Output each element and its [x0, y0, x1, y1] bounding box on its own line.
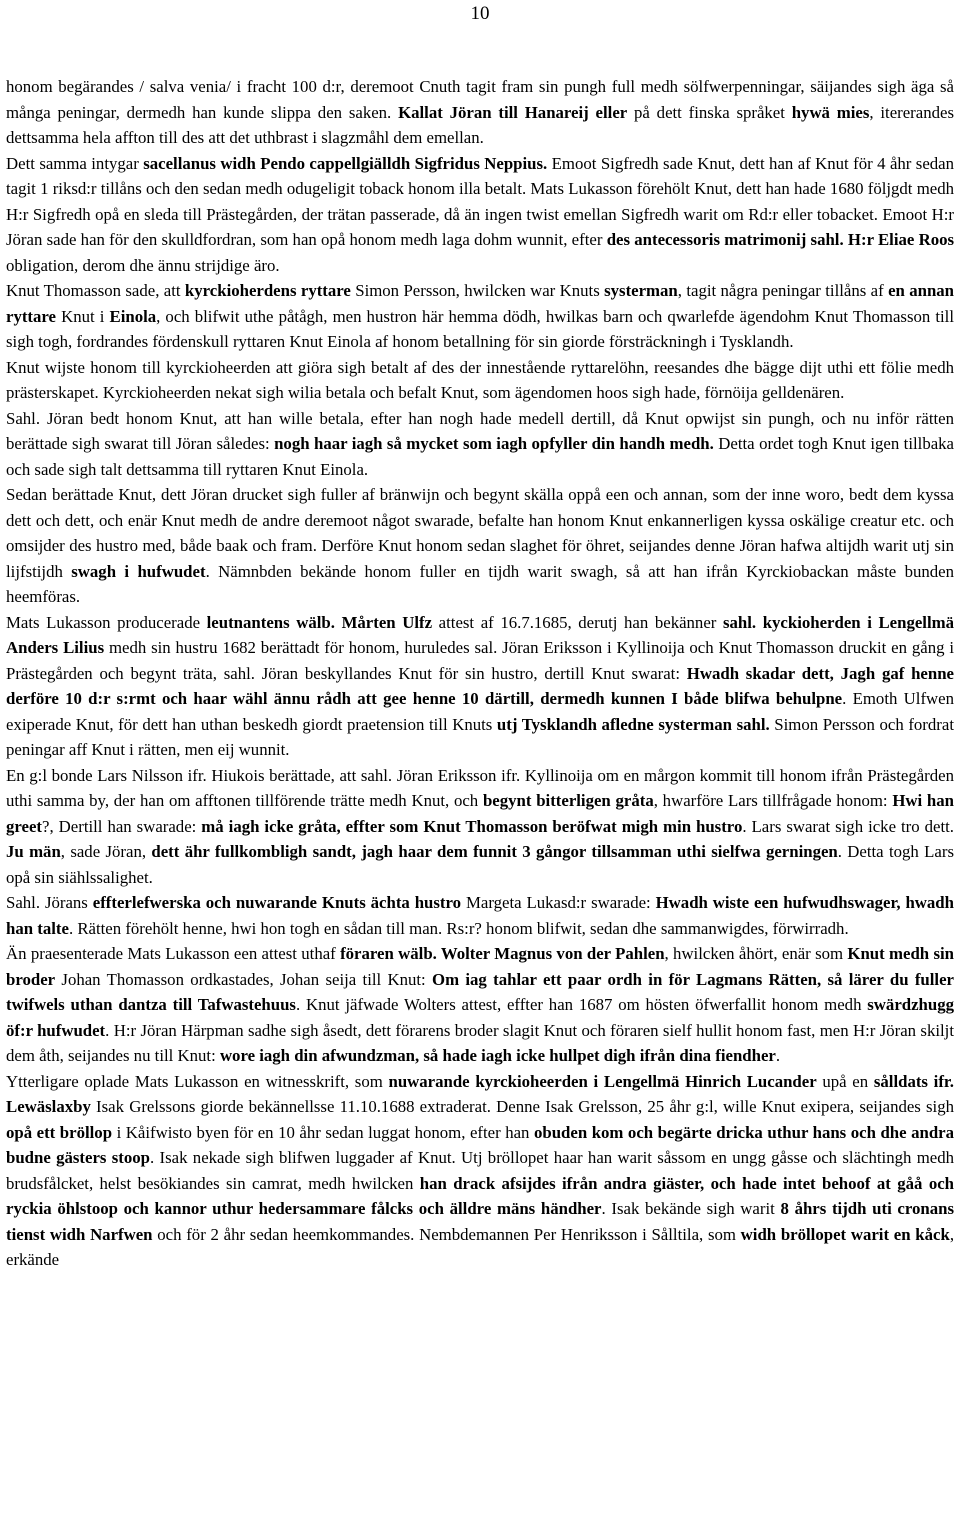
text-run: och för 2 åhr sedan heemkommandes. Nembdemannen Per Henriksson i Sålltila, som — [152, 1224, 741, 1244]
paragraph — [6, 763, 954, 891]
bold-text-run: sahl. kyckioherden i Lengellmä Anders Lilius — [6, 612, 954, 657]
text-run: honom begärandes / salva venia/ i fracht 100 d:r, deremoot Cnuth tagit fram sin pungh full medh sölfwerpenningar, säijandes sigh äga så många peningar, dermedh han kunde slippa den saken. — [6, 77, 954, 122]
bold-text-run: kyrckioherdens ryttare — [184, 281, 351, 300]
text-run: , erkände — [6, 1224, 955, 1269]
paragraph — [6, 610, 954, 763]
paragraph — [6, 355, 954, 406]
text-run: attest af 16.7.1685, derutj han bekänner — [432, 612, 723, 632]
bold-text-run: wore iagh din afwundzman, så hade iagh icke hullpet digh ifrån dina fiendher — [219, 1046, 776, 1065]
text-run — [335, 613, 342, 632]
text-run: i Kåifwisto byen för en 10 åhr sedan luggat honom, efter han — [112, 1122, 534, 1142]
text-run: Simon Persson, hwilcken war Knuts — [350, 281, 605, 300]
text-run: upå en — [816, 1071, 874, 1091]
bold-text-run: swärdzhugg öf:r hufwudet — [6, 995, 954, 1040]
bold-text-run: nogh haar iagh så mycket som iagh opfyller din handh medh. — [274, 434, 714, 453]
bold-text-run: widh bröllopet warit en kåck — [740, 1224, 950, 1244]
text-run: Mats Lukasson producerade — [6, 612, 207, 632]
bold-text-run: Hwi han greet — [6, 791, 954, 836]
paragraph — [6, 406, 954, 483]
paragraph — [6, 482, 954, 610]
bold-text-run: Hwadh skadar dett, Jagh gaf henne derföre 10 d:r s:rmt och haar wähl ännu rådh att gee henne 10 därtill, dermedh kunnen I både blifwa behulpne — [6, 663, 954, 708]
paragraph — [6, 941, 954, 1069]
bold-text-run: Mårten Ulfz — [341, 612, 433, 632]
bold-text-run: utj Tysklandh afledne systerman sahl. — [496, 714, 770, 734]
page-number: 10 — [470, 3, 490, 24]
bold-text-run: Kallat Jöran till Hanareij eller — [398, 102, 628, 122]
text-run: Emoot Sigfredh sade Knut, dett han af Knut för 4 åhr sedan tagit 1 riksd:r tillåns och den sedan medh odugeligit toback honom illa betalt. Mats Lukasson förehölt Knut, dett han hade 1680 följgdt medh H:r Sigfredh opå en sleda till Prästegården, der trätan passerade, då än ingen twist emellan Sigfredh warit om Rd:r eller tobacket. Emoot H:r Jöran sade han för den skulldfordran, som han opå honom medh laga dohm wunnit, efter — [6, 153, 955, 249]
bold-text-run: Hwadh wiste een hufwudhswager, hwadh han talte — [6, 893, 954, 938]
text-run: , tagit några peningar tillåns af — [677, 281, 889, 300]
text-run: Knut i — [56, 306, 110, 326]
bold-text-run: 8 åhrs tijdh uti cronans tienst widh Narfwen — [6, 1199, 954, 1244]
text-run: Ytterligare oplade Mats Lukasson en witnesskrift, som — [6, 1071, 389, 1091]
text-run: . Emoth Ulfwen exiperade Knut, för dett han uthan beskedh giordt praetension till Knuts — [6, 689, 954, 734]
text-run: Isak Grelssons giorde bekännellsse 11.10.1688 extraderat. Denne Isak Grelsson, 25 åhr g:l, wille Knut exipera, seijandes sigh — [90, 1097, 954, 1116]
bold-text-run: effterlefwerska och nuwarande Knuts ächta hustro — [92, 893, 462, 912]
bold-text-run: Lewäslaxby — [6, 1097, 91, 1116]
bold-text-run: han drack afsijdes ifrån andra giäster, och hade intet behoof at gåå och ryckia öhlstoop och kannor uthur hedersammare fålcks och älldre mäns händher — [6, 1173, 954, 1218]
text-run: , itererandes dettsamma hela affton till des att det uthbrast i slagzmåhl dem emellan. — [6, 102, 954, 147]
text-run: Än praesenterade Mats Lukasson een attest uthaf — [6, 944, 341, 963]
text-run: Sedan berättade Knut, dett Jöran drucket sigh fuller af bränwijn och begynt skälla oppå een och annan, som der inne woro, bedt dem kyssa dett och dett, och enär Knut medh de andre deremoot något swarade, befalte han honom Knut enkannerligen kyssa oskälige creatur etc. och omsijder des hustro med, både baak och fram. Derföre Knut honom sedan slaghet för öhret, seijandes denne Jöran hafwa altijdh warit utj sin lijfstijdh — [6, 485, 954, 581]
bold-text-run: systerman — [604, 281, 678, 300]
bold-text-run: opå ett bröllop — [6, 1122, 113, 1142]
text-run: Sahl. Jörans — [6, 893, 93, 912]
bold-text-run: dett ähr fullkombligh sandt, jagh haar dem funnit 3 gångor tillsamman uthi sielfwa gerningen — [151, 842, 838, 861]
text-run: En g:l bonde Lars Nilsson ifr. Hiukois berättade, att sahl. Jöran Eriksson ifr. Kyllinoija om en mårgon kommit till honom ifrån Prästegården uthi samma by, der han om afftonen tillförende trätte medh Knut, och — [6, 765, 954, 810]
bold-text-run: sålldats ifr. — [873, 1071, 955, 1091]
text-run: . H:r Jöran Härpman sadhe sigh åsedt, dett förarens broder slagit Knut och föraren sielf hullit honom fast, men H:r Jöran skiljt dem åth, seijandes nu till Knut: — [6, 1020, 954, 1065]
text-run: Sahl. Jöran bedt honom Knut, att han wille betala, efter han nogh hade medell dertill, då Knut opwijst sin pungh, och nu inför rätten berättade sigh swarat till Jöran således: — [6, 408, 954, 453]
text-run: Dett samma intygar — [6, 153, 144, 173]
paragraph — [6, 278, 954, 355]
text-run: . Isak bekände sigh warit — [601, 1199, 781, 1218]
text-run: på dett finska språket — [627, 102, 792, 122]
bold-text-run: leutnantens wälb. — [206, 612, 335, 632]
text-run: Knut Thomasson sade, att — [6, 281, 185, 300]
text-run: Margeta Lukasd:r swarade: — [461, 893, 656, 912]
bold-text-run: må iagh icke gråta, effter som Knut Thomasson beröfwat migh min hustro — [201, 816, 743, 836]
bold-text-run: H:r Eliae Roos — [847, 230, 955, 249]
bold-text-run: begynt bitterligen gråta — [482, 791, 654, 810]
text-run: . Isak nekade sigh blifwen luggader af Knut. Utj bröllopet haar han warit såssom en ungg gåsse och slächtingh medh brudsfålcket, helst besökiandes sin camrat, medh hwilcken — [6, 1148, 954, 1193]
bold-text-run: Einola — [109, 306, 157, 326]
bold-text-run: nuwarande kyrckioheerden i Lengellmä Hinrich Lucander — [388, 1071, 817, 1091]
text-run: . Nämnbden bekände honom fuller en tijdh warit swagh, så att han ifrån Kyrckiobackan måste bunden heemföras. — [6, 561, 954, 606]
bold-text-run: Knut medh sin broder — [6, 944, 954, 989]
bold-text-run: swagh i hufwudet — [71, 561, 206, 581]
bold-text-run: obuden kom och begärte dricka uthur hans och dhe andra budne gästers stoop — [6, 1122, 954, 1167]
bold-text-run: des antecessoris matrimonij sahl. — [606, 230, 844, 249]
text-run: . Knut jäfwade Wolters attest, effter han 1687 om hösten öfwerfallit honom medh — [295, 995, 868, 1014]
bold-text-run: föraren wälb. Wolter Magnus von der Pahlen — [340, 944, 665, 963]
text-run: . — [775, 1046, 781, 1065]
text-run: . Detta togh Lars opå sin siählssalighet. — [6, 842, 954, 887]
paragraph — [6, 74, 954, 151]
text-run: obligation, derom dhe ännu strijdige äro. — [6, 255, 280, 275]
bold-text-run: Ju män — [6, 842, 61, 861]
text-run: ?, Dertill han swarade: — [42, 816, 202, 836]
text-run: . Lars swarat sigh icke tro dett. — [742, 816, 954, 836]
text-run: Simon Persson och fordrat peningar aff Knut i rätten, men eij wunnit. — [6, 714, 954, 759]
text-run: Johan Thomasson ordkastades, Johan seija till Knut: — [55, 969, 433, 989]
paragraph — [6, 890, 954, 941]
text-run: Knut wijste honom till kyrckioheerden att giöra sigh betalt af des der innestående ryttarelöhn, reesandes dhe bägge dijt uthi ett fölie medh prästerskapet. Kyrckioheerden nekat sigh wilia betala och befalt Knut, som ägendomen hoos sigh hade, förnöija gelldenären. — [6, 357, 954, 402]
bold-text-run: sacellanus widh Pendo cappellgiälldh Sigfridus Neppius. — [143, 153, 548, 173]
document-body — [6, 74, 954, 1273]
bold-text-run: en annan ryttare — [6, 281, 954, 326]
text-run: Detta ordet togh Knut igen tillbaka och sade sigh talt dettsamma till ryttaren Knut Einola. — [6, 434, 954, 479]
bold-text-run: Om iag tahlar ett paar ordh in för Lagmans Rätten, så lärer du fuller twifwels uthan dantza till Tafwastehuus — [6, 969, 954, 1014]
text-run: , sade Jöran, — [60, 842, 152, 861]
text-run: , hwilcken åhört, enär som — [664, 944, 848, 963]
bold-text-run: hywä mies — [791, 102, 870, 122]
text-run: . Rätten förehölt henne, hwi hon togh en sådan till man. Rs:r? honom blifwit, sedan dhe sammanwigdes, förwirradh. — [68, 918, 849, 938]
text-run: , och blifwit uthe påtågh, men hustron här hemma dödh, hwilkas barn och qwarlefde ägendohm Knut Thomasson till sigh togh, fordrandes fördenskull ryttaren Knut Einola af honom betallning för sin giorde försträckningh i Tysklandh. — [6, 306, 954, 351]
text-run: , hwarföre Lars tillfrågade honom: — [653, 791, 893, 810]
paragraph — [6, 1069, 954, 1273]
text-run: medh sin hustru 1682 berättadt för honom, huruledes sal. Jöran Eriksson i Kyllinoija och Knut Thomasson druckit en gång i Prästegården och begynt träta, sahl. Jöran beskyllandes Knut för sin hustro, dertill Knut swarat: — [6, 638, 954, 683]
paragraph — [6, 151, 954, 279]
